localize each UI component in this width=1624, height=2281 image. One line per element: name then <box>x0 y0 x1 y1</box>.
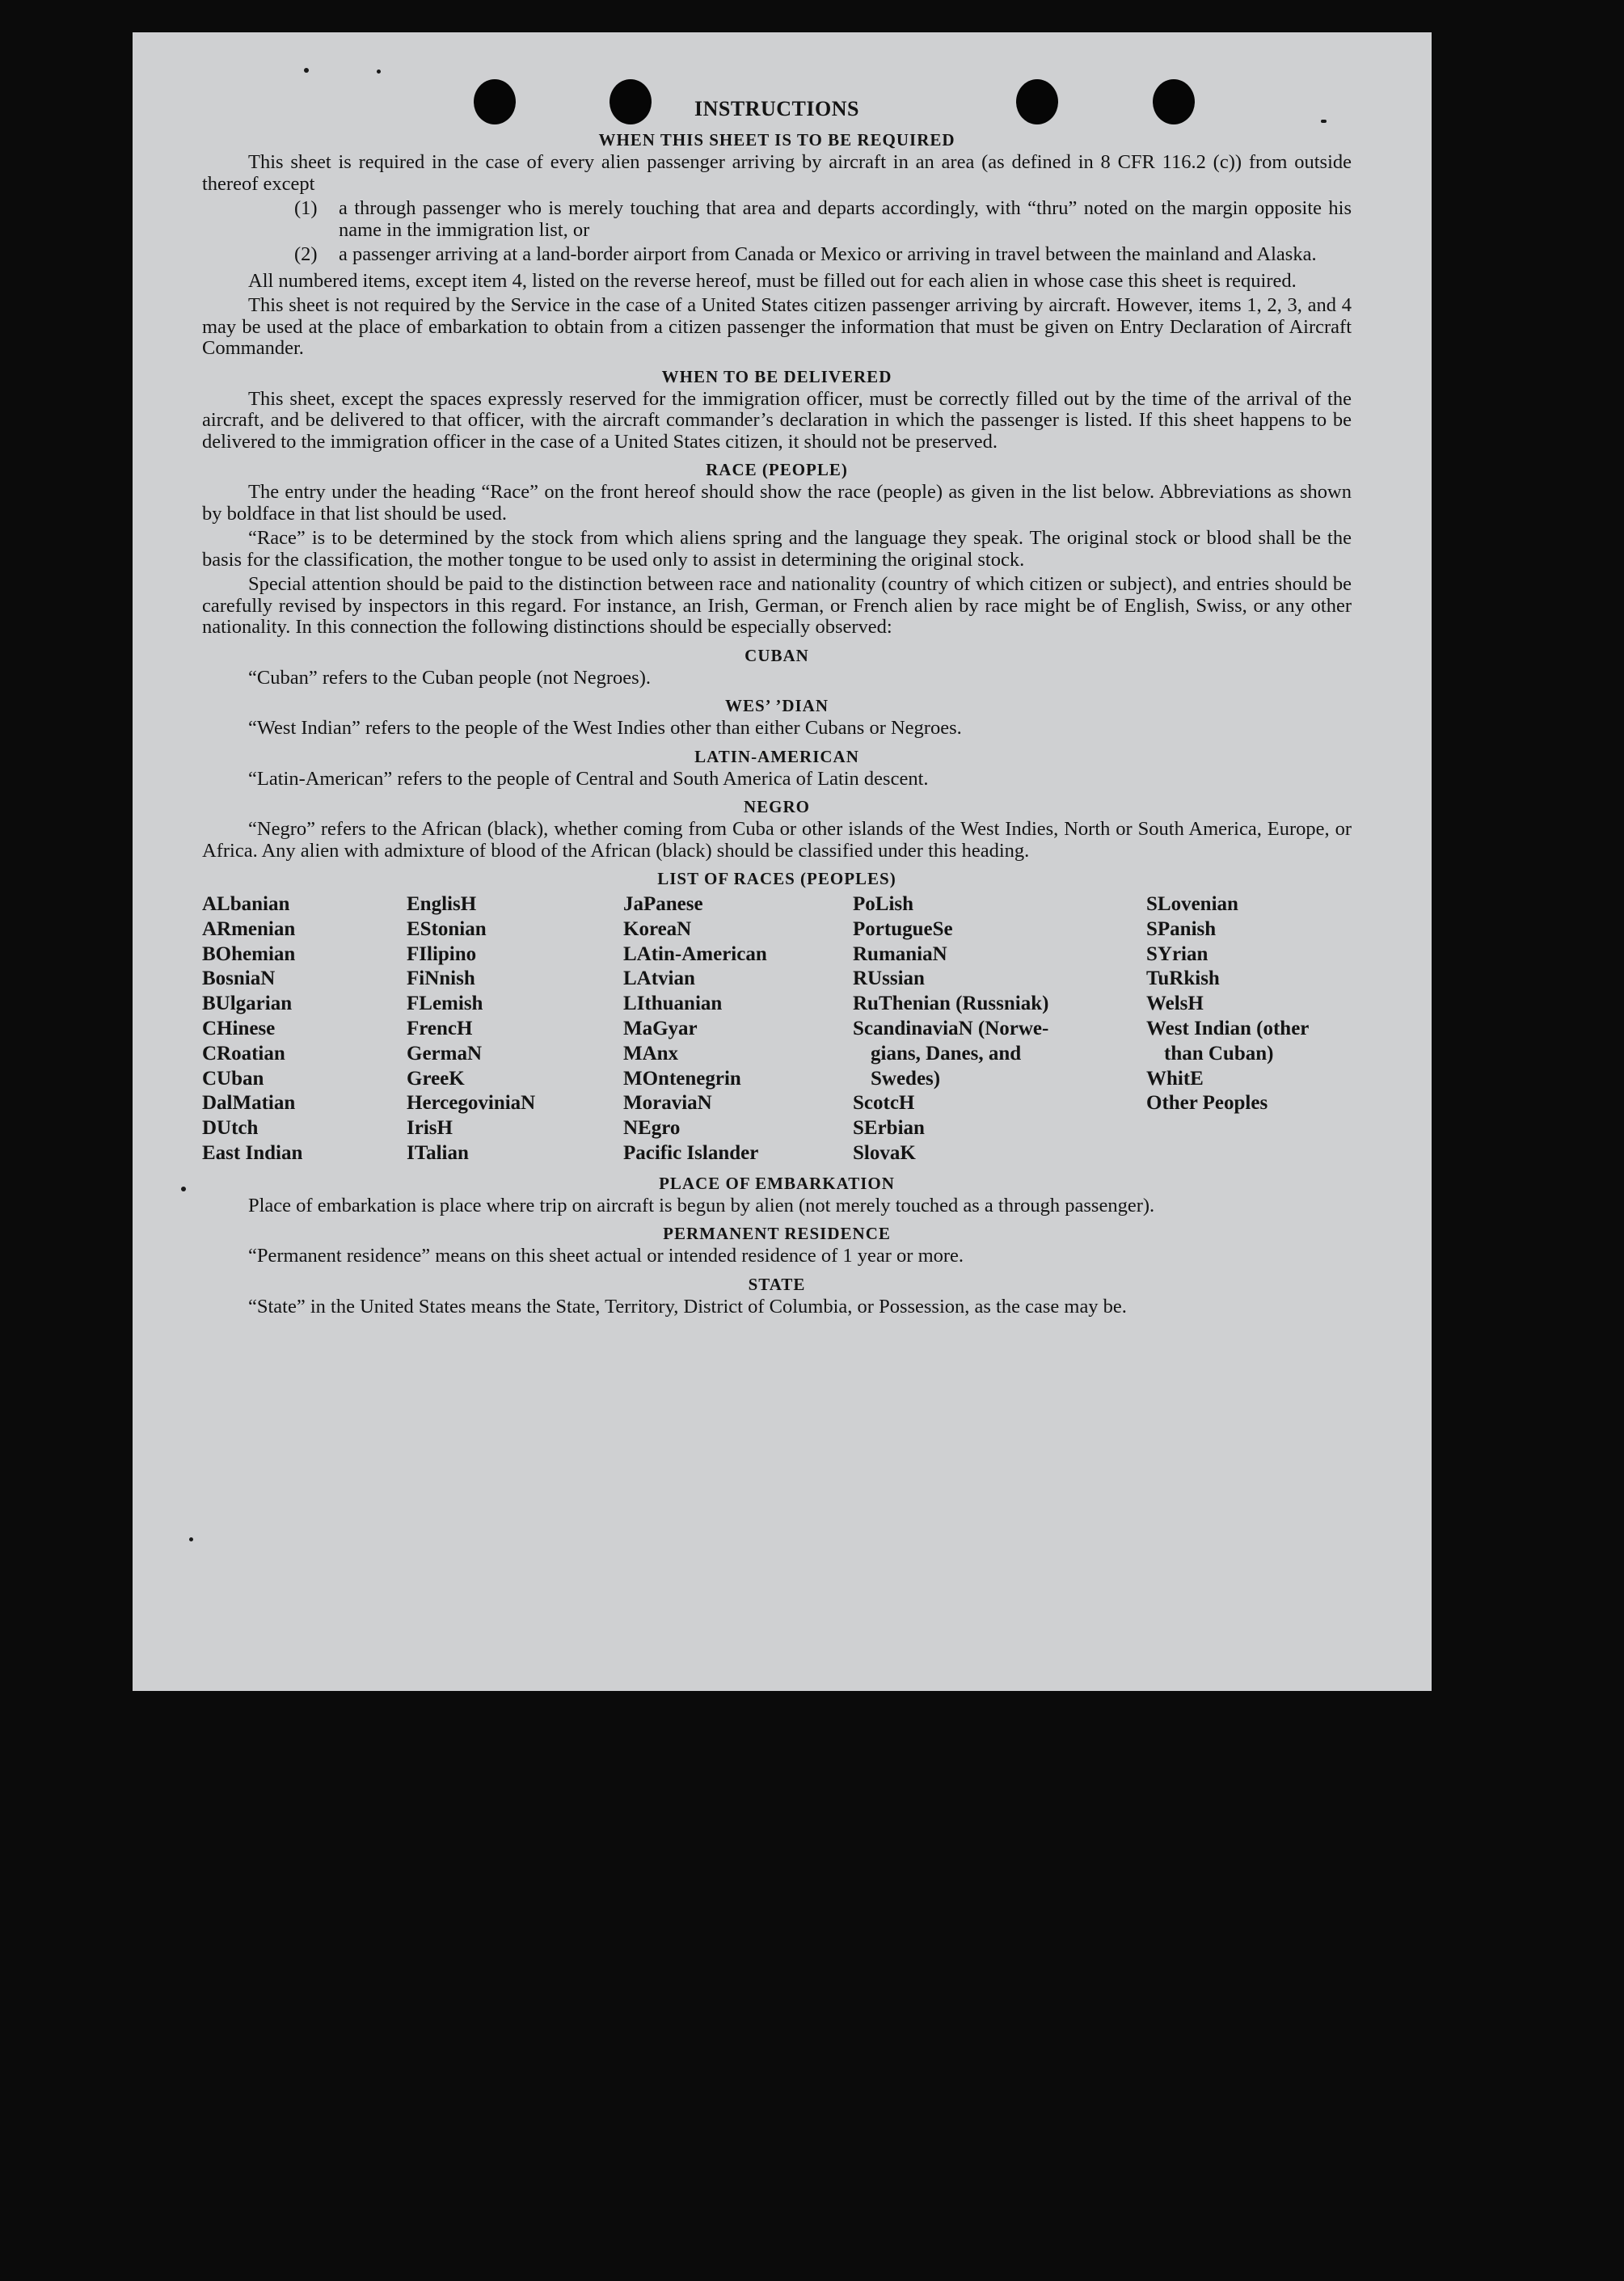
list-item-text: a through passenger who is merely touching that area and departs accordingly, with “thru” noted on the margin opposite his name in the immigration list, or <box>339 197 1352 241</box>
race-entry: Pacific Islander <box>623 1141 759 1164</box>
race-entry: LAtvian <box>623 968 695 990</box>
race-entry: DUtch <box>202 1117 259 1140</box>
paragraph: “West Indian” refers to the people of the West Indies other than either Cubans or Negroes. <box>248 717 962 739</box>
document-title: INSTRUCTIONS <box>694 97 859 120</box>
paragraph: This sheet is required in the case of every alien passenger arriving by aircraft in an area (as defined in 8 CFR 116.2 (c)) from outside thereof except <box>202 151 1352 195</box>
paragraph: “Latin-American” refers to the people of Central and South America of Latin descent. <box>248 767 929 790</box>
speck <box>304 68 309 73</box>
paragraph: Place of embarkation is place where trip on aircraft is begun by alien (not merely touched as a through passenger). <box>248 1194 1155 1216</box>
race-column <box>1146 892 1352 1166</box>
section-heading-negro: NEGRO <box>743 797 810 816</box>
race-entry: RumaniaN <box>853 942 947 965</box>
race-entry: ScotcH <box>853 1092 915 1115</box>
section-heading-race: RACE (PEOPLE) <box>706 460 848 479</box>
list-item-number: (2) <box>294 243 318 265</box>
race-column <box>202 892 407 1166</box>
speck <box>377 70 381 74</box>
section-heading-list-of-races: LIST OF RACES (PEOPLES) <box>657 869 896 888</box>
race-entry: CHinese <box>202 1017 276 1039</box>
paragraph: “Permanent residence” means on this sheet actual or intended residence of 1 year or more. <box>248 1245 964 1267</box>
race-entry: MoraviaN <box>623 1092 712 1115</box>
race-column <box>623 892 853 1166</box>
race-entry: CRoatian <box>202 1042 285 1065</box>
paragraph: “Negro” refers to the African (black), whether coming from Cuba or other islands of the West Indies, North or South America, Europe, or Africa. Any alien with admixture of blood of the African (black) should be classified under this heading. <box>202 818 1352 862</box>
instructions-text <box>202 95 1352 1321</box>
race-entry: West Indian (other <box>1146 1017 1310 1039</box>
race-entry: SlovaK <box>853 1141 916 1164</box>
race-entry: than Cuban) <box>1164 1042 1274 1065</box>
paragraph: All numbered items, except item 4, listed on the reverse hereof, must be filled out for each alien in whose case this sheet is required. <box>248 269 1297 292</box>
section-heading-west-indian: WES’ ’DIAN <box>724 696 829 715</box>
race-entry: ARmenian <box>202 917 296 940</box>
race-entry: EnglisH <box>407 893 477 915</box>
race-entry: GermaN <box>407 1042 483 1065</box>
race-entry: gians, Danes, and <box>871 1042 1022 1065</box>
race-column <box>407 892 623 1166</box>
race-entry: FIlipino <box>407 942 477 965</box>
race-entry: CUban <box>202 1067 264 1090</box>
race-entry: PortugueSe <box>853 917 953 940</box>
section-heading-embarkation: PLACE OF EMBARKATION <box>659 1173 895 1193</box>
instruction-sheet <box>133 32 1432 1691</box>
paragraph: “Race” is to be determined by the stock from which aliens spring and the language they speak. The original stock or blood shall be the basis for the classification, the mother tongue to be used only to assist in determining the original stock. <box>202 527 1352 571</box>
race-entry: GreeK <box>407 1067 465 1090</box>
list-item-text: a passenger arriving at a land-border airport from Canada or Mexico or arriving in travel between the mainland and Alaska. <box>339 243 1317 265</box>
paragraph: This sheet, except the spaces expressly reserved for the immigration officer, must be correctly filled out by the time of the arrival of the aircraft, and be delivered to that officer, with the aircraft commander’s declaration in which the passenger is listed. If this sheet happens to be delivered to the immigration officer in the case of a United States citizen, it should not be preserved. <box>202 387 1352 453</box>
race-entry: EStonian <box>407 917 487 940</box>
race-entry: ALbanian <box>202 893 290 915</box>
exception-list <box>202 198 1352 266</box>
race-entry: KoreaN <box>623 917 692 940</box>
list-item <box>202 198 1352 241</box>
race-entry: BosniaN <box>202 968 276 990</box>
speck <box>181 1187 186 1191</box>
section-heading-cuban: CUBAN <box>745 645 809 665</box>
race-column <box>853 892 1146 1166</box>
section-heading-state: STATE <box>748 1274 806 1294</box>
race-entry: MAnx <box>623 1042 679 1065</box>
race-list <box>202 892 1352 1166</box>
list-item-number: (1) <box>294 197 318 219</box>
paragraph: The entry under the heading “Race” on the front hereof should show the race (people) as given in the list below. Abbreviations as shown by boldface in that list should be used. <box>202 481 1352 525</box>
paragraph: “State” in the United States means the State, Territory, District of Columbia, or Possession, as the case may be. <box>248 1295 1127 1318</box>
race-entry: ITalian <box>407 1141 469 1164</box>
race-entry: BOhemian <box>202 942 296 965</box>
race-entry: FiNnish <box>407 968 475 990</box>
race-entry: SYrian <box>1146 942 1209 965</box>
race-entry: TuRkish <box>1146 968 1220 990</box>
race-entry: RuThenian (Russniak) <box>853 993 1049 1015</box>
race-entry: FrencH <box>407 1017 473 1039</box>
race-entry: SLovenian <box>1146 893 1238 915</box>
race-entry: WhitE <box>1146 1067 1204 1090</box>
section-heading-residence: PERMANENT RESIDENCE <box>663 1224 891 1244</box>
paragraph: Special attention should be paid to the distinction between race and nationality (country of which citizen or subject), and entries should be carefully revised by inspectors in this regard. For instance, an Irish, German, or French alien by race might be of English, Swiss, or any other nationality. In this connection the following distinctions should be especially observed: <box>202 573 1352 638</box>
race-entry: SPanish <box>1146 917 1217 940</box>
race-entry: DalMatian <box>202 1092 296 1115</box>
race-entry: HercegoviniaN <box>407 1092 536 1115</box>
race-entry: LIthuanian <box>623 993 723 1015</box>
list-item <box>202 244 1352 266</box>
race-entry: FLemish <box>407 993 483 1015</box>
race-entry: WelsH <box>1146 993 1204 1015</box>
race-entry: Other Peoples <box>1146 1092 1268 1115</box>
paragraph: “Cuban” refers to the Cuban people (not Negroes). <box>248 666 651 689</box>
section-heading-when-delivered: WHEN TO BE DELIVERED <box>661 366 892 386</box>
speck <box>189 1537 193 1541</box>
section-heading-when-required: WHEN THIS SHEET IS TO BE REQUIRED <box>598 130 955 150</box>
race-entry: LAtin-American <box>623 942 767 965</box>
race-entry: NEgro <box>623 1117 681 1140</box>
race-entry: ScandinaviaN (Norwe- <box>853 1017 1049 1039</box>
race-entry: PoLish <box>853 893 914 915</box>
race-entry: MaGyar <box>623 1017 698 1039</box>
race-entry: SErbian <box>853 1117 925 1140</box>
race-entry: JaPanese <box>623 893 703 915</box>
race-entry: East Indian <box>202 1141 303 1164</box>
race-entry: IrisH <box>407 1117 453 1140</box>
race-entry: RUssian <box>853 968 925 990</box>
section-heading-latin-american: LATIN-AMERICAN <box>694 746 859 766</box>
paragraph: This sheet is not required by the Service in the case of a United States citizen passenger arriving by aircraft. However, items 1, 2, 3, and 4 may be used at the place of embarkation to obtain from a citizen passenger the information that must be given on Entry Declaration of Aircraft Commander. <box>202 294 1352 359</box>
race-entry: Swedes) <box>871 1067 941 1090</box>
race-entry: MOntenegrin <box>623 1067 741 1090</box>
race-entry: BUlgarian <box>202 993 293 1015</box>
